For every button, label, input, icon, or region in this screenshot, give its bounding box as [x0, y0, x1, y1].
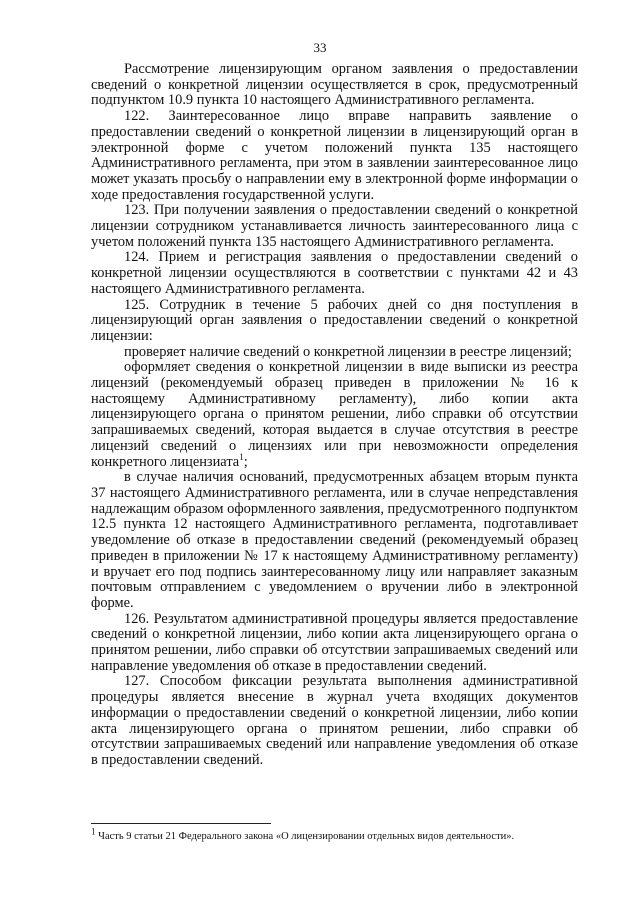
footnote [91, 826, 578, 843]
paragraph-125-prepare-text: оформляет сведения о конкретной лицензии в виде выписки из реестра лицензий (рекомендуемый образец приведен в приложении № 16 к настоящему Административному регламенту), либо копии акта лицензирующего органа о принятом решении, либо справки об отсутствии запрашиваемых сведений, которая выдается в случае отсутствия в реестре лицензий сведений о лицензиях или при невозможности определения конкретного лицензиата [91, 359, 578, 470]
footnote-text: Часть 9 статьи 21 Федерального закона «О лицензировании отдельных видов деятельности». [98, 831, 515, 842]
page-number: 33 [313, 40, 327, 55]
paragraph-125-refusal: в случае наличия оснований, предусмотренных абзацем вторым пункта 37 настоящего Административного регламента, или в случае непредставления надлежащим образом оформленного заявления, предусмотренного подпунктом 12.5 пункта 12 настоящего Административного регламента, подготавливает уведомление об отказе в предоставлении сведений (рекомендуемый образец приведен в приложении № 17 к настоящему Административному регламенту) и вручает его под подпись заинтересованному лицу или направляет заказным почтовым отправлением с уведомлением о вручении либо в электронной форме. [91, 469, 578, 611]
paragraph-125-prepare [91, 360, 578, 470]
paragraph-125-prepare-end: ; [243, 453, 248, 470]
footnote-reference: 1 [239, 451, 244, 462]
document-body [91, 62, 578, 769]
paragraph-125-check: проверяет наличие сведений о конкретной лицензии в реестре лицензий; [124, 343, 572, 360]
paragraph-122: 122. Заинтересованное лицо вправе направить заявление о предоставлении сведений о конкретной лицензии в лицензирующий орган в электронной форме с учетом положений пункта 135 настоящего Административного регламента, при этом в заявлении заинтересованное лицо может указать просьбу о направлении ему в электронной форме информации о ходе предоставления государственной услуги. [91, 108, 578, 203]
paragraph-123: 123. При получении заявления о предоставлении сведений о конкретной лицензии сотрудником устанавливается личность заинтересованного лица с учетом положений пункта 135 настоящего Административного регламента. [91, 202, 578, 250]
paragraph-127: 127. Способом фиксации результата выполнения административной процедуры является внесение в журнал учета входящих документов информации о предоставлении сведений о конкретной лицензии, либо копии акта лицензирующего органа о принятом решении, либо справки об отсутствии запрашиваемых сведений или направление уведомления об отказе в предоставлении сведений. [91, 673, 578, 768]
paragraph-126: 126. Результатом административной процедуры является предоставление сведений о конкретной лицензии, либо копии акта лицензирующего органа о принятом решении, либо справки об отсутствии запрашиваемых сведений или направление уведомления об отказе в предоставлении сведений. [91, 610, 578, 674]
paragraph-124: 124. Прием и регистрация заявления о предоставлении сведений о конкретной лицензии осуществляются в соответствии с пунктами 42 и 43 настоящего Административного регламента. [91, 249, 578, 297]
footnote-divider [91, 823, 271, 824]
paragraph-125: 125. Сотрудник в течение 5 рабочих дней со дня поступления в лицензирующий орган заявления о предоставлении сведений о конкретной лицензии: [91, 296, 578, 344]
footnote-number: 1 [91, 826, 96, 837]
paragraph-review-term: Рассмотрение лицензирующим органом заявления о предоставлении сведений о конкретной лицензии осуществляется в срок, предусмотренный подпунктом 10.9 пункта 10 настоящего Административного регламента. [91, 61, 578, 109]
